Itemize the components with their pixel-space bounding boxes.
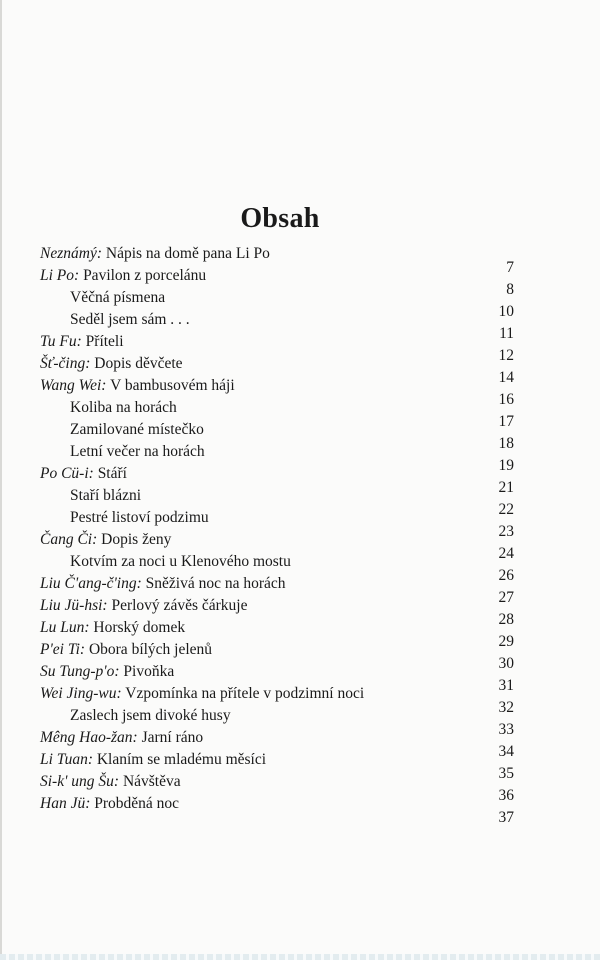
toc-page-number: 12: [498, 347, 514, 364]
toc-page-number: 26: [498, 567, 514, 584]
toc-work-title: Dopis děvčete: [94, 355, 183, 372]
toc-page-number: 18: [498, 435, 514, 452]
toc-author: Li Tuan:: [40, 751, 93, 768]
toc-author: Po Cü-i:: [40, 465, 94, 482]
toc-page-number: 19: [498, 457, 514, 474]
toc-work-title: Seděl jsem sám . . .: [70, 311, 190, 328]
toc-author: Čang Či:: [40, 531, 98, 548]
toc-page-number: 7: [506, 259, 514, 276]
toc-author: Lu Lun:: [40, 619, 90, 636]
toc-work-title: Staří blázni: [70, 487, 142, 504]
toc-page-number: 11: [499, 325, 514, 342]
toc-page-number: 16: [498, 391, 514, 408]
page-edge: [0, 954, 600, 960]
page-title: Obsah: [240, 202, 320, 234]
toc-page-number: 31: [498, 677, 514, 694]
toc-work-title: Jarní ráno: [141, 729, 204, 746]
toc-author: Šť-čing:: [40, 355, 91, 372]
toc-work-title: Koliba na horách: [70, 399, 177, 416]
toc-work-title: Pavilon z porcelánu: [83, 267, 207, 284]
toc-author: Liu Jü-hsi:: [40, 597, 108, 614]
toc-work-title: Stáří: [97, 465, 127, 482]
toc-page-number: 24: [498, 545, 514, 562]
toc-work-title: Letní večer na horách: [70, 443, 205, 460]
toc-work-title: Klaním se mladému měsíci: [96, 751, 267, 768]
toc-author: Li Po:: [40, 267, 80, 284]
toc-author: Tu Fu:: [40, 333, 82, 350]
toc-author: Han Jü:: [40, 795, 91, 812]
toc-page-number: 34: [498, 743, 514, 760]
toc-work-title: Perlový závěs čárkuje: [111, 597, 248, 614]
toc-page-number: 35: [498, 765, 514, 782]
toc-author: Neznámý:: [40, 245, 102, 262]
toc-page-number: 29: [498, 633, 514, 650]
toc-work-title: Příteli: [85, 333, 124, 350]
toc-author: Wei Jing-wu:: [40, 685, 122, 702]
toc-work-title: Zamilované místečko: [70, 421, 204, 438]
toc-page-number-row: [0, 808, 600, 830]
toc-work-title: V bambusovém háji: [110, 377, 235, 394]
toc-work-title: Obora bílých jelenů: [88, 641, 213, 658]
toc-work-title: Kotvím za noci u Klenového mostu: [70, 553, 291, 570]
toc-work-title: Sněživá noc na horách: [145, 575, 286, 592]
toc-page-number: 8: [506, 281, 514, 298]
toc-work-title: Věčná písmena: [70, 289, 166, 306]
toc-work-title: Vzpomínka na přítele v podzimní noci: [125, 685, 365, 702]
toc-work-title: Nápis na domě pana Li Po: [105, 245, 270, 262]
toc-page-number: 37: [498, 809, 514, 826]
toc-work-title: Zaslech jsem divoké husy: [70, 707, 231, 724]
toc-work-title: Horský domek: [93, 619, 186, 636]
toc-page-number: 14: [498, 369, 514, 386]
toc-work-title: Návštěva: [122, 773, 181, 790]
toc-author: Wang Wei:: [40, 377, 107, 394]
toc-page-number: 36: [498, 787, 514, 804]
toc-page-number: 17: [498, 413, 514, 430]
toc-page-number: 32: [498, 699, 514, 716]
toc-page-number: 28: [498, 611, 514, 628]
toc-page-number: 23: [498, 523, 514, 540]
toc-page-number: 33: [498, 721, 514, 738]
toc-work-title: Pivoňka: [123, 663, 175, 680]
toc-author: Si-k' ung Šu:: [40, 773, 120, 790]
toc-author: Su Tung-p'o:: [40, 663, 120, 680]
toc-page-number: 22: [498, 501, 514, 518]
toc-work-title: Pestré listoví podzimu: [70, 509, 209, 526]
toc-work-title: Probděná noc: [94, 795, 180, 812]
toc-page-number: 10: [498, 303, 514, 320]
toc-page-number: 30: [498, 655, 514, 672]
toc-page-number: 21: [498, 479, 514, 496]
toc-author: Liu Č'ang-č'ing:: [40, 575, 142, 592]
toc-page-number: 27: [498, 589, 514, 606]
toc-work-title: Dopis ženy: [101, 531, 172, 548]
toc-author: P'ei Ti:: [40, 641, 86, 658]
toc-author: Mêng Hao-žan:: [40, 729, 138, 746]
